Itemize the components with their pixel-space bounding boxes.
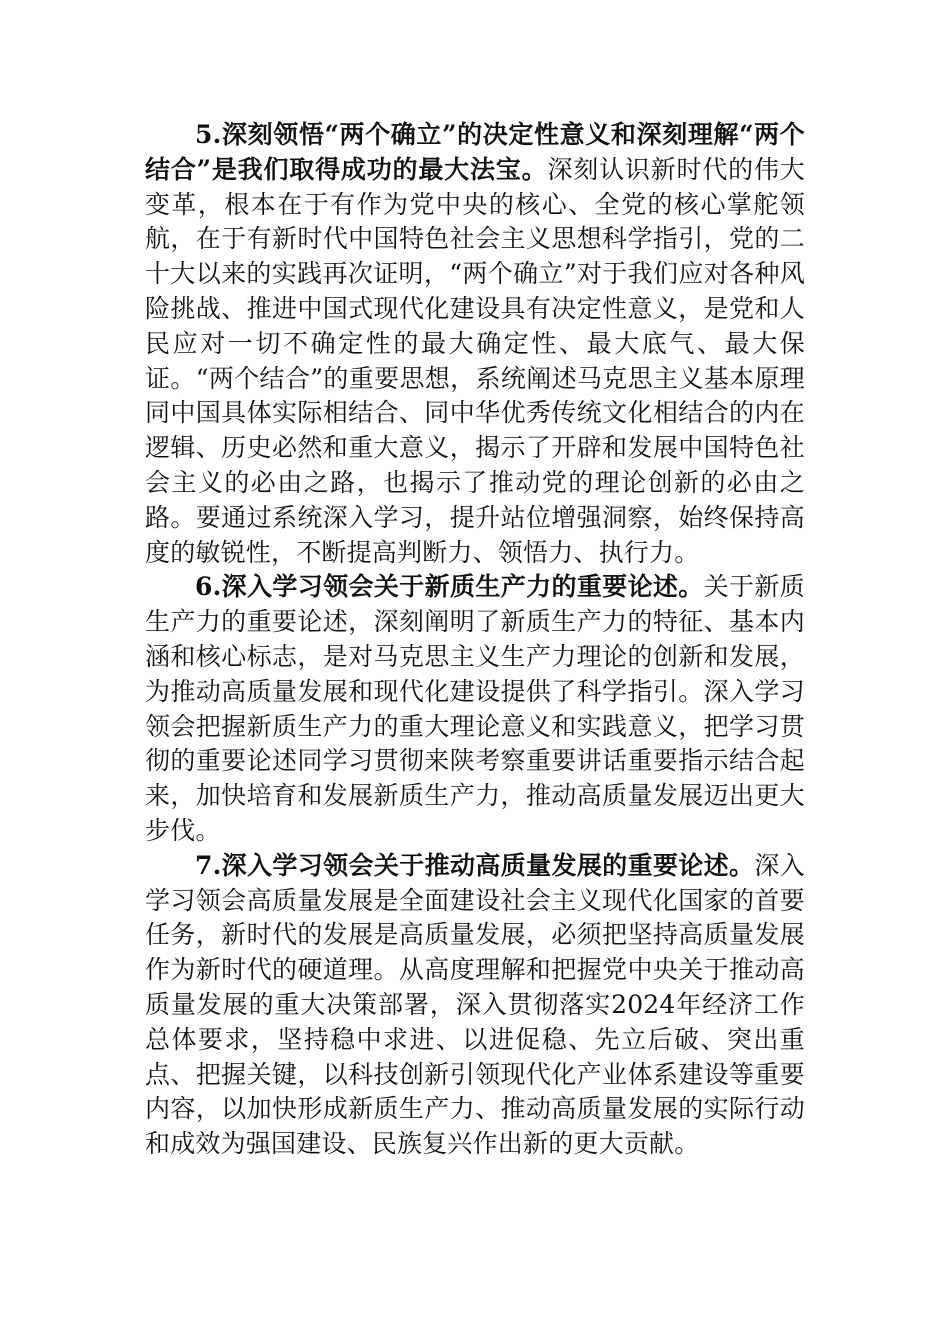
paragraph-5-heading: 5.深刻领悟“两个确立”的决定性意义和深刻理解“两个结合”是我们取得成功的最大法宝。 xyxy=(145,120,805,184)
paragraph-6-body: 关于新质生产力的重要论述，深刻阐明了新质生产力的特征、基本内涵和核心标志，是对马克思主义生产力理论的创新和发展，为推动高质量发展和现代化建设提供了科学指引。深入学习领会把握新质生产力的重大理论意义和实践意义，把学习贯彻的重要论述同学习贯彻来陕考察重要讲话重要指示结合起来，加快培育和发展新质生产力，推动高质量发展迈出更大步伐。 xyxy=(145,572,805,845)
paragraph-7 xyxy=(145,849,805,1162)
paragraph-6 xyxy=(145,570,805,848)
paragraph-7-heading: 7.深入学习领会关于推动高质量发展的重要论述。 xyxy=(195,850,755,880)
document-page xyxy=(145,118,805,1162)
paragraph-6-heading: 6.深入学习领会关于新质生产力的重要论述。 xyxy=(195,572,704,602)
paragraph-5 xyxy=(145,118,805,570)
paragraph-7-body: 深入学习领会高质量发展是全面建设社会主义现代化国家的首要任务，新时代的发展是高质量发展，必须把坚持高质量发展作为新时代的硬道理。从高度理解和把握党中央关于推动高质量发展的重大决策部署，深入贯彻落实2024年经济工作总体要求，坚持稳中求进、以进促稳、先立后破、突出重点、把握关键，以科技创新引领现代化产业体系建设等重要内容，以加快形成新质生产力、推动高质量发展的实际行动和成效为强国建设、民族复兴作出新的更大贡献。 xyxy=(145,850,805,1159)
paragraph-5-body: 深刻认识新时代的伟大变革，根本在于有作为党中央的核心、全党的核心掌舵领航，在于有新时代中国特色社会主义思想科学指引，党的二十大以来的实践再次证明，“两个确立”对于我们应对各种风险挑战、推进中国式现代化建设具有决定性意义，是党和人民应对一切不确定性的最大确定性、最大底气、最大保证。“两个结合”的重要思想，系统阐述马克思主义基本原理同中国具体实际相结合、同中华优秀传统文化相结合的内在逻辑、历史必然和重大意义，揭示了开辟和发展中国特色社会主义的必由之路，也揭示了推动党的理论创新的必由之路。要通过系统深入学习，提升站位增强洞察，始终保持高度的敏锐性，不断提高判断力、领悟力、执行力。 xyxy=(145,154,805,567)
